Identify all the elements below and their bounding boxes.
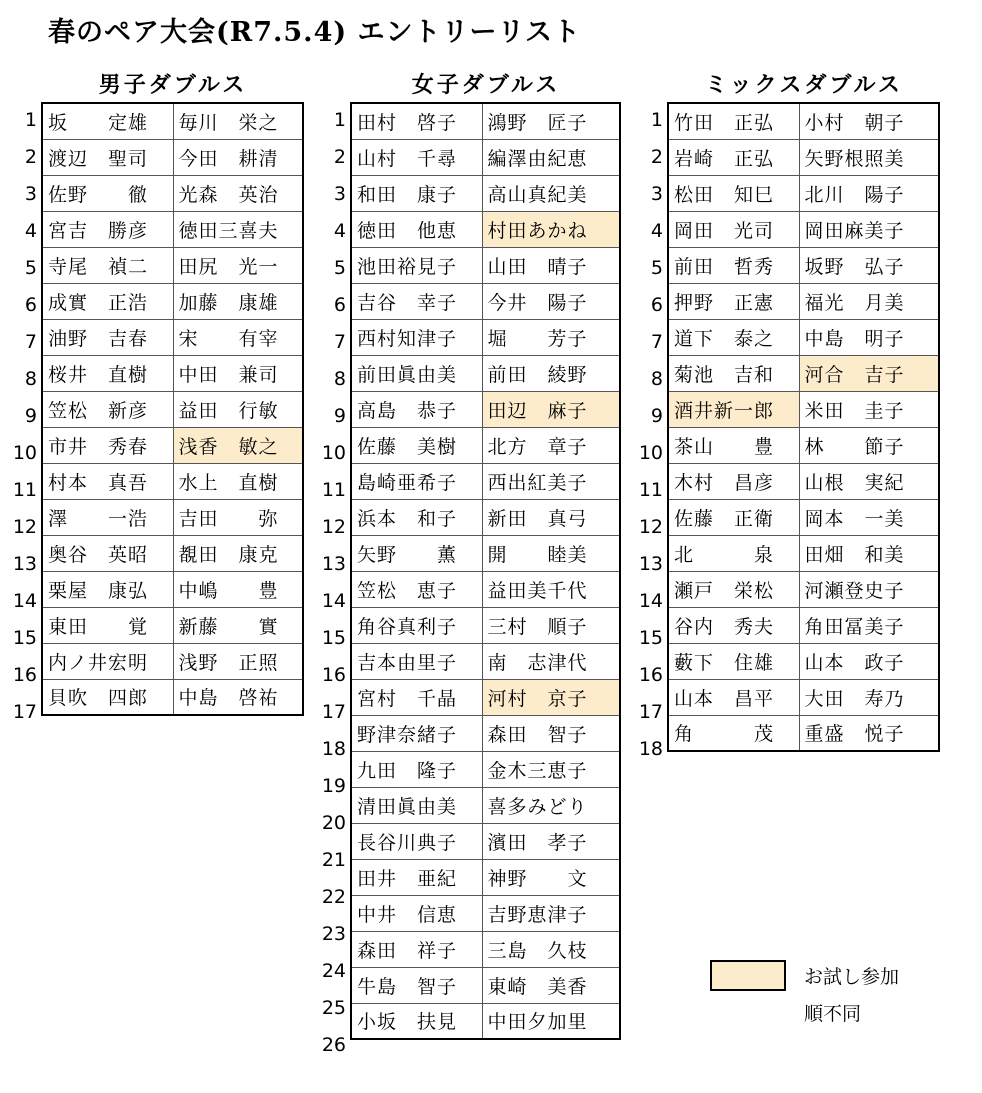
player-1-name: 長谷川典子: [351, 823, 482, 859]
entry-row: [351, 535, 620, 571]
entry-row: [351, 463, 620, 499]
entry-row: [668, 535, 939, 571]
entry-row: [42, 139, 303, 175]
player-1-name: 寺尾 禎二: [42, 247, 173, 283]
player-2-name: 林 節子: [799, 427, 939, 463]
player-1-name: 池田裕見子: [351, 247, 482, 283]
player-1-name: 佐藤 美樹: [351, 427, 482, 463]
entry-row: [42, 319, 303, 355]
entry-number: 3: [333, 183, 346, 205]
player-1-name: 佐野 徹: [42, 175, 173, 211]
entry-number: 15: [321, 627, 346, 649]
entry-number: 23: [321, 923, 346, 945]
entry-number: 3: [24, 183, 37, 205]
player-2-name: 吉田 弥: [173, 499, 303, 535]
entry-row: [351, 499, 620, 535]
entry-number: 16: [638, 664, 663, 686]
order-note: 順不同: [804, 1003, 862, 1025]
entry-number: 13: [12, 553, 37, 575]
entry-number: 25: [321, 997, 346, 1019]
entry-number: 9: [24, 405, 37, 427]
entry-row: [351, 211, 620, 247]
player-1-name: 牛島 智子: [351, 967, 482, 1003]
entry-number: 1: [650, 109, 663, 131]
player-1-name: 前田 哲秀: [668, 247, 799, 283]
entry-row: [351, 247, 620, 283]
player-2-name: 山根 実紀: [799, 463, 939, 499]
entry-row: [668, 283, 939, 319]
entry-number: 2: [650, 146, 663, 168]
entry-number: 10: [638, 442, 663, 464]
player-1-name: 澤 一浩: [42, 499, 173, 535]
player-2-name: 宋 有宰: [173, 319, 303, 355]
entry-row: [42, 427, 303, 463]
player-1-name: 村本 真吾: [42, 463, 173, 499]
player-2-name: 田畑 和美: [799, 535, 939, 571]
player-1-name: 内ノ井宏明: [42, 643, 173, 679]
player-2-name: 高山真紀美: [482, 175, 620, 211]
player-2-name: 浅香 敏之: [173, 427, 303, 463]
player-1-name: 吉本由里子: [351, 643, 482, 679]
player-1-name: 徳田 他恵: [351, 211, 482, 247]
player-1-name: 矢野 薫: [351, 535, 482, 571]
entry-row: [668, 247, 939, 283]
entry-number: 11: [321, 479, 346, 501]
entry-number: 10: [321, 442, 346, 464]
player-2-name: 神野 文: [482, 859, 620, 895]
entry-number: 17: [321, 701, 346, 723]
entry-number: 16: [321, 664, 346, 686]
entry-row: [351, 859, 620, 895]
entry-number: 1: [333, 109, 346, 131]
entry-row: [42, 499, 303, 535]
entry-number-column: [309, 102, 349, 1064]
player-2-name: 北方 章子: [482, 427, 620, 463]
player-2-name: 前田 綾野: [482, 355, 620, 391]
player-2-name: 吉野恵津子: [482, 895, 620, 931]
entry-number: 5: [650, 257, 663, 279]
player-2-name: 中島 啓祐: [173, 679, 303, 715]
player-2-name: 中田 兼司: [173, 355, 303, 391]
player-2-name: 益田 行敏: [173, 391, 303, 427]
entry-number: 4: [333, 220, 346, 242]
mixed-doubles-table: [667, 102, 940, 752]
entry-number: 15: [638, 627, 663, 649]
entry-row: [351, 823, 620, 859]
entry-number: 6: [333, 294, 346, 316]
entry-row: [668, 319, 939, 355]
entry-number: 3: [650, 183, 663, 205]
entry-row: [668, 715, 939, 751]
entry-row: [668, 391, 939, 427]
men-doubles-table: [41, 102, 304, 716]
entry-row: [668, 427, 939, 463]
entry-number: 6: [650, 294, 663, 316]
entry-number: 7: [650, 331, 663, 353]
entry-row: [351, 355, 620, 391]
entry-row: [351, 103, 620, 139]
player-1-name: 竹田 正弘: [668, 103, 799, 139]
entry-row: [351, 175, 620, 211]
entry-row: [351, 391, 620, 427]
entry-number: 9: [333, 405, 346, 427]
entry-number: 13: [638, 553, 663, 575]
player-1-name: 北 泉: [668, 535, 799, 571]
entry-number: 12: [12, 516, 37, 538]
player-1-name: 和田 康子: [351, 175, 482, 211]
player-2-name: 新藤 實: [173, 607, 303, 643]
player-2-name: 光森 英治: [173, 175, 303, 211]
player-1-name: 田井 亜紀: [351, 859, 482, 895]
entry-number: 8: [650, 368, 663, 390]
entry-row: [351, 319, 620, 355]
entry-number: 18: [638, 738, 663, 760]
entry-row: [42, 175, 303, 211]
entry-row: [351, 895, 620, 931]
player-2-name: 山本 政子: [799, 643, 939, 679]
entry-row: [351, 931, 620, 967]
entry-number: 18: [321, 738, 346, 760]
player-1-name: 笠松 恵子: [351, 571, 482, 607]
player-1-name: 笠松 新彦: [42, 391, 173, 427]
entry-row: [351, 427, 620, 463]
player-2-name: 河瀬登史子: [799, 571, 939, 607]
entry-row: [351, 607, 620, 643]
player-1-name: 田村 啓子: [351, 103, 482, 139]
entry-number: 14: [638, 590, 663, 612]
entry-row: [668, 139, 939, 175]
entry-number: 2: [333, 146, 346, 168]
entry-row: [668, 355, 939, 391]
player-2-name: 中嶋 豊: [173, 571, 303, 607]
mixed-doubles-title: ミックスダブルス: [705, 73, 903, 98]
entry-number: 21: [321, 849, 346, 871]
entry-row: [351, 571, 620, 607]
player-1-name: 角谷真利子: [351, 607, 482, 643]
entry-number: 9: [650, 405, 663, 427]
women-doubles-table: [350, 102, 621, 1040]
entry-number: 19: [321, 775, 346, 797]
player-2-name: 小村 朝子: [799, 103, 939, 139]
player-1-name: 酒井新一郎: [668, 391, 799, 427]
player-2-name: 岡本 一美: [799, 499, 939, 535]
player-2-name: 三村 順子: [482, 607, 620, 643]
player-1-name: 茶山 豊: [668, 427, 799, 463]
player-2-name: 覩田 康克: [173, 535, 303, 571]
player-2-name: 山田 晴子: [482, 247, 620, 283]
player-1-name: 松田 知巳: [668, 175, 799, 211]
player-1-name: 吉谷 幸子: [351, 283, 482, 319]
women-doubles-title: 女子ダブルス: [411, 73, 561, 98]
player-1-name: 貝吹 四郎: [42, 679, 173, 715]
entry-row: [668, 679, 939, 715]
entry-number: 16: [12, 664, 37, 686]
player-1-name: 奥谷 英昭: [42, 535, 173, 571]
entry-row: [42, 679, 303, 715]
entry-number: 7: [24, 331, 37, 353]
trial-legend-swatch: [710, 960, 786, 991]
entry-row: [42, 643, 303, 679]
player-2-name: 浅野 正照: [173, 643, 303, 679]
entry-row: [668, 571, 939, 607]
entry-number: 14: [12, 590, 37, 612]
player-2-name: 中島 明子: [799, 319, 939, 355]
entry-row: [42, 607, 303, 643]
entry-row: [351, 283, 620, 319]
entry-row: [668, 175, 939, 211]
entry-row: [668, 499, 939, 535]
player-1-name: 佐藤 正衛: [668, 499, 799, 535]
player-1-name: 道下 泰之: [668, 319, 799, 355]
player-1-name: 木村 昌彦: [668, 463, 799, 499]
entry-row: [351, 1003, 620, 1039]
entry-number: 2: [24, 146, 37, 168]
player-1-name: 谷内 秀夫: [668, 607, 799, 643]
player-1-name: 清田眞由美: [351, 787, 482, 823]
player-1-name: 岡田 光司: [668, 211, 799, 247]
player-2-name: 東崎 美香: [482, 967, 620, 1003]
player-2-name: 西出紅美子: [482, 463, 620, 499]
entry-row: [351, 751, 620, 787]
entry-number: 22: [321, 886, 346, 908]
entry-number: 4: [650, 220, 663, 242]
entry-row: [351, 139, 620, 175]
entry-number: 4: [24, 220, 37, 242]
entry-row: [351, 787, 620, 823]
entry-row: [42, 463, 303, 499]
player-2-name: 福光 月美: [799, 283, 939, 319]
player-1-name: 前田眞由美: [351, 355, 482, 391]
player-1-name: 岩崎 正弘: [668, 139, 799, 175]
player-2-name: 喜多みどり: [482, 787, 620, 823]
player-2-name: 徳田三喜夫: [173, 211, 303, 247]
men-doubles-title: 男子ダブルス: [98, 73, 248, 98]
entry-number: 20: [321, 812, 346, 834]
player-2-name: 編澤由紀恵: [482, 139, 620, 175]
player-1-name: 森田 祥子: [351, 931, 482, 967]
entry-row: [668, 463, 939, 499]
player-2-name: 村田あかね: [482, 211, 620, 247]
entry-number: 1: [24, 109, 37, 131]
entry-number: 12: [638, 516, 663, 538]
player-2-name: 坂野 弘子: [799, 247, 939, 283]
trial-legend-label: お試し参加: [804, 966, 900, 988]
player-2-name: 毎川 栄之: [173, 103, 303, 139]
player-2-name: 金木三恵子: [482, 751, 620, 787]
player-2-name: 鴻野 匠子: [482, 103, 620, 139]
player-2-name: 大田 寿乃: [799, 679, 939, 715]
entry-number: 10: [12, 442, 37, 464]
player-1-name: 角 茂: [668, 715, 799, 751]
entry-row: [42, 103, 303, 139]
player-1-name: 油野 吉春: [42, 319, 173, 355]
player-1-name: 高島 恭子: [351, 391, 482, 427]
player-2-name: 岡田麻美子: [799, 211, 939, 247]
entry-row: [42, 535, 303, 571]
player-1-name: 中井 信恵: [351, 895, 482, 931]
entry-number: 17: [638, 701, 663, 723]
player-2-name: 矢野根照美: [799, 139, 939, 175]
entry-row: [42, 355, 303, 391]
player-2-name: 堀 芳子: [482, 319, 620, 355]
entry-number: 5: [24, 257, 37, 279]
player-2-name: 三島 久枝: [482, 931, 620, 967]
entry-number: 13: [321, 553, 346, 575]
player-1-name: 宮吉 勝彦: [42, 211, 173, 247]
player-1-name: 東田 覚: [42, 607, 173, 643]
entry-row: [42, 283, 303, 319]
entry-number: 15: [12, 627, 37, 649]
entry-row: [351, 715, 620, 751]
entry-number: 11: [638, 479, 663, 501]
player-2-name: 森田 智子: [482, 715, 620, 751]
player-1-name: 押野 正憲: [668, 283, 799, 319]
player-2-name: 南 志津代: [482, 643, 620, 679]
entry-row: [351, 679, 620, 715]
player-1-name: 成實 正浩: [42, 283, 173, 319]
player-2-name: 河村 京子: [482, 679, 620, 715]
entry-row: [351, 967, 620, 1003]
player-2-name: 河合 吉子: [799, 355, 939, 391]
entry-row: [668, 643, 939, 679]
entry-row: [42, 571, 303, 607]
player-2-name: 田尻 光一: [173, 247, 303, 283]
entry-number: 11: [12, 479, 37, 501]
player-2-name: 加藤 康雄: [173, 283, 303, 319]
entry-number: 12: [321, 516, 346, 538]
player-1-name: 市井 秀春: [42, 427, 173, 463]
entry-row: [668, 103, 939, 139]
player-2-name: 田辺 麻子: [482, 391, 620, 427]
player-1-name: 島崎亜希子: [351, 463, 482, 499]
entry-row: [42, 391, 303, 427]
player-2-name: 中田夕加里: [482, 1003, 620, 1039]
player-2-name: 北川 陽子: [799, 175, 939, 211]
player-2-name: 今田 耕清: [173, 139, 303, 175]
player-1-name: 菊池 吉和: [668, 355, 799, 391]
player-1-name: 浜本 和子: [351, 499, 482, 535]
player-1-name: 坂 定雄: [42, 103, 173, 139]
entry-number: 26: [321, 1034, 346, 1056]
entry-row: [42, 211, 303, 247]
player-1-name: 宮村 千晶: [351, 679, 482, 715]
player-2-name: 米田 圭子: [799, 391, 939, 427]
player-2-name: 開 睦美: [482, 535, 620, 571]
player-2-name: 益田美千代: [482, 571, 620, 607]
entry-number-column: [626, 102, 666, 768]
entry-row: [668, 211, 939, 247]
player-1-name: 山本 昌平: [668, 679, 799, 715]
player-1-name: 桜井 直樹: [42, 355, 173, 391]
entry-number: 24: [321, 960, 346, 982]
entry-number: 7: [333, 331, 346, 353]
player-2-name: 今井 陽子: [482, 283, 620, 319]
player-2-name: 角田冨美子: [799, 607, 939, 643]
page-title: 春のペア大会(R7.5.4) エントリーリスト: [48, 17, 582, 48]
player-1-name: 西村知津子: [351, 319, 482, 355]
player-1-name: 藪下 住雄: [668, 643, 799, 679]
player-1-name: 野津奈緒子: [351, 715, 482, 751]
player-1-name: 山村 千尋: [351, 139, 482, 175]
player-2-name: 重盛 悦子: [799, 715, 939, 751]
player-1-name: 九田 隆子: [351, 751, 482, 787]
entry-row: [668, 607, 939, 643]
player-1-name: 小坂 扶見: [351, 1003, 482, 1039]
entry-number: 17: [12, 701, 37, 723]
player-1-name: 渡辺 聖司: [42, 139, 173, 175]
player-2-name: 水上 直樹: [173, 463, 303, 499]
entry-row: [42, 247, 303, 283]
entry-number: 14: [321, 590, 346, 612]
entry-number-column: [0, 102, 40, 731]
player-2-name: 濱田 孝子: [482, 823, 620, 859]
player-1-name: 栗屋 康弘: [42, 571, 173, 607]
player-2-name: 新田 真弓: [482, 499, 620, 535]
entry-row: [351, 643, 620, 679]
player-1-name: 瀬戸 栄松: [668, 571, 799, 607]
entry-number: 8: [24, 368, 37, 390]
entry-number: 8: [333, 368, 346, 390]
entry-number: 5: [333, 257, 346, 279]
entry-number: 6: [24, 294, 37, 316]
